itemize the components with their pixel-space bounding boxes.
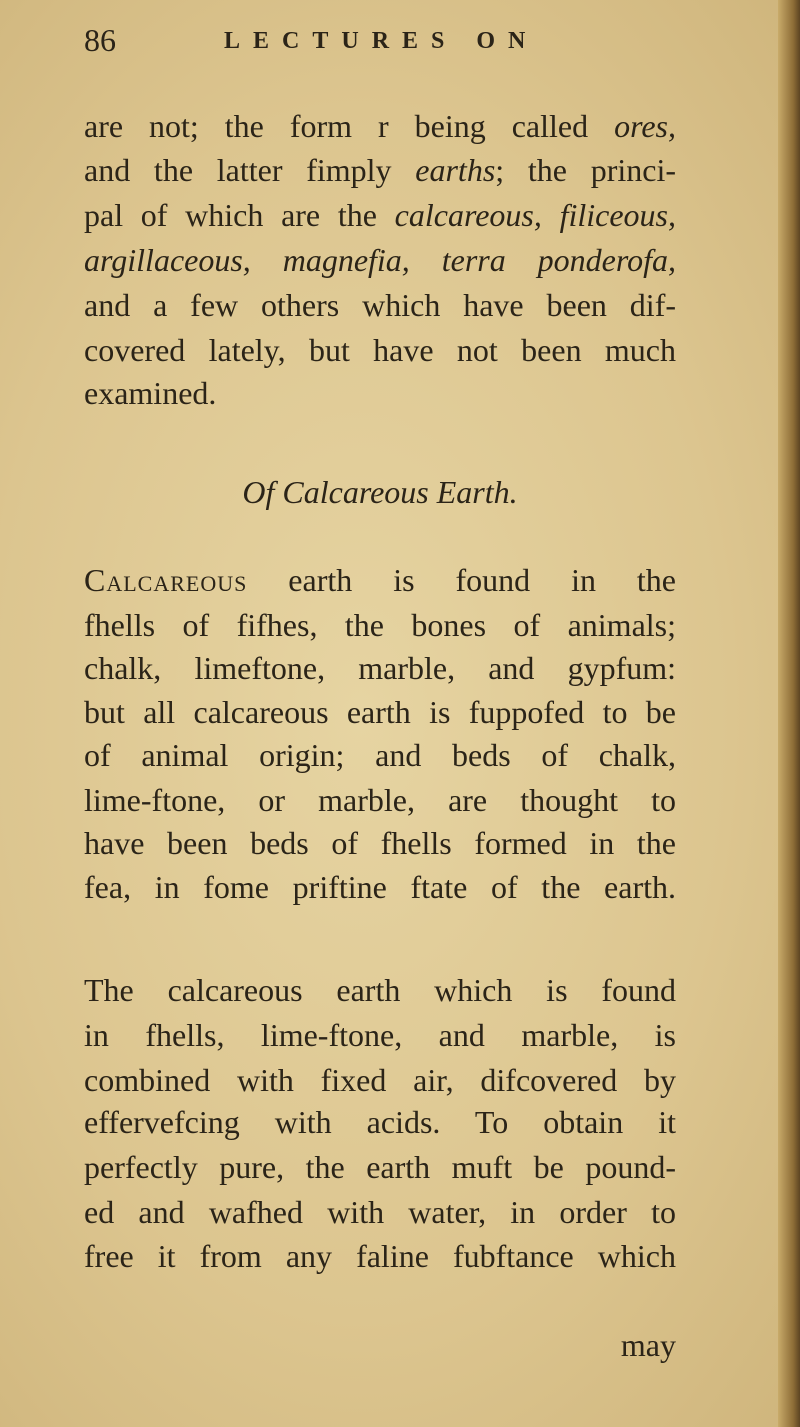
italic-text: calcareous, filiceous,: [394, 197, 677, 233]
text-segment: free it from any faline fubftance which: [84, 1238, 676, 1274]
text-segment: effervefcing with acids. To obtain it: [84, 1104, 676, 1140]
text-line: [84, 195, 676, 235]
text-segment: but all calcareous earth is fuppofed to be: [84, 694, 676, 730]
text-line: [84, 560, 676, 600]
text-line: [84, 1147, 676, 1187]
text-segment: ed and wafhed with water, in order to: [84, 1194, 676, 1230]
text-line: [84, 1236, 676, 1276]
text-line: [84, 285, 676, 325]
text-line: [84, 970, 676, 1010]
text-segment: and the latter fimply: [84, 152, 416, 188]
text-line: [84, 780, 676, 820]
text-segment: perfectly pure, the earth muft be pound-: [84, 1149, 676, 1185]
text-segment: Calcareous: [84, 562, 248, 598]
text-line: [84, 867, 676, 907]
italic-text: ores,: [614, 108, 676, 144]
text-segment: in fhells, lime-ftone, and marble, is: [84, 1017, 676, 1053]
page-edge: [778, 0, 800, 1427]
text-line: [84, 240, 676, 280]
text-segment: and a few others which have been dif-: [84, 287, 676, 323]
text-segment: earth is found in the: [247, 562, 676, 598]
text-line: [84, 106, 676, 146]
text-segment: fhells of fifhes, the bones of animals;: [84, 607, 676, 643]
text-line: [84, 1015, 676, 1055]
text-segment: The calcareous earth which is found: [84, 972, 676, 1008]
text-segment: of animal origin; and beds of chalk,: [84, 737, 676, 773]
page-number: 86: [84, 22, 116, 58]
text-line: [84, 373, 676, 413]
text-segment: fea, in fome priftine ftate of the earth.: [84, 869, 676, 905]
text-segment: ; the princi-: [495, 152, 676, 188]
text-line: [84, 330, 676, 370]
text-segment: chalk, limeftone, marble, and gypfum:: [84, 650, 676, 686]
italic-text: earths: [415, 152, 496, 188]
text-line: [84, 150, 676, 190]
running-title: LECTURES ON: [224, 28, 539, 54]
italic-text: argillaceous, magnefia, terra ponderofa,: [84, 242, 676, 278]
text-line: [84, 735, 676, 775]
page-header: [84, 22, 584, 62]
text-line: [84, 1192, 676, 1232]
text-segment: lime-ftone, or marble, are thought to: [84, 782, 676, 818]
text-line: [84, 648, 676, 688]
text-line: [84, 823, 676, 863]
text-line: [84, 605, 676, 645]
text-segment: are not; the form r being called: [84, 108, 615, 144]
text-segment: have been beds of fhells formed in the: [84, 825, 676, 861]
text-segment: pal of which are the: [84, 197, 395, 233]
text-segment: combined with fixed air, difcovered by: [84, 1062, 676, 1098]
text-segment: covered lately, but have not been much: [84, 332, 676, 368]
text-line: [84, 1102, 676, 1142]
text-line: [84, 692, 676, 732]
catchword: may: [620, 1327, 676, 1363]
text-segment: examined.: [84, 375, 217, 411]
section-heading: Of Calcareous Earth.: [242, 474, 518, 510]
text-line: [84, 1060, 676, 1100]
